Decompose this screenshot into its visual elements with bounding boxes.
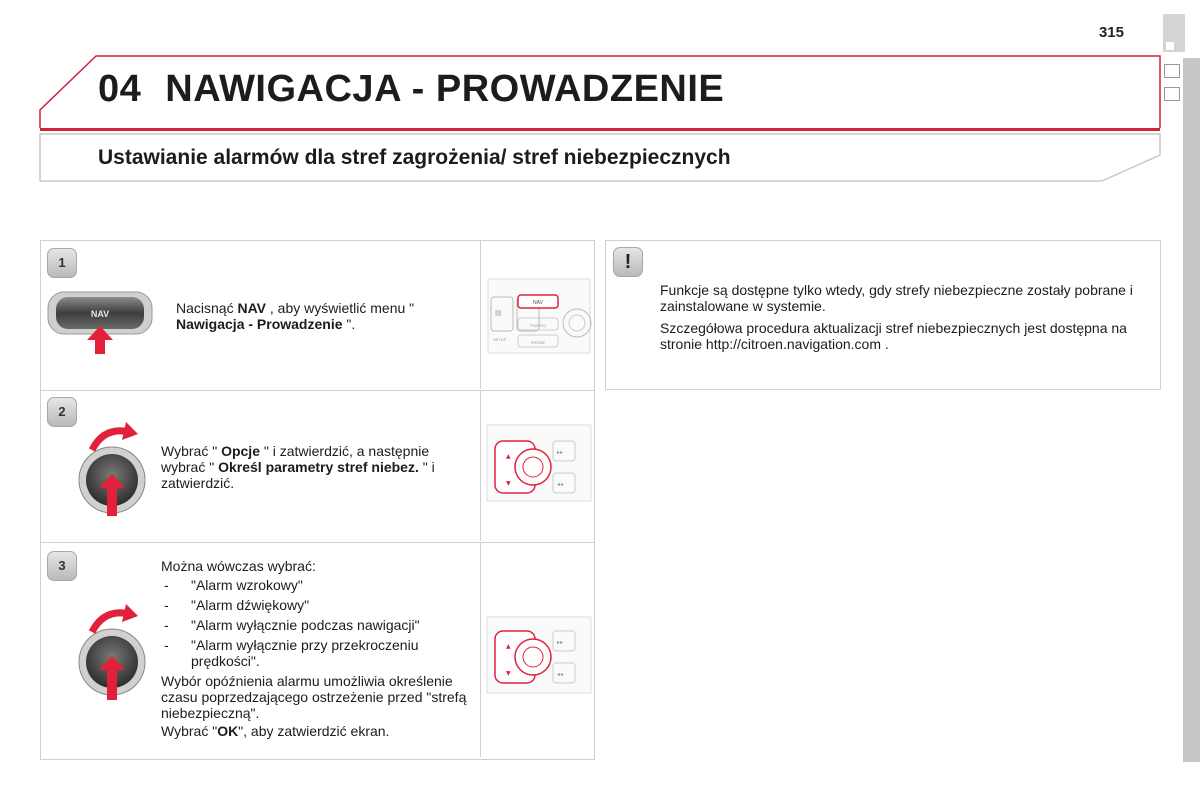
alarm-options-list [161,577,473,669]
svg-text:NAV: NAV [533,300,543,306]
nav-button-label: NAV [90,309,110,319]
list-item: - "Alarm wyłącznie podczas nawigacji" [161,617,473,633]
svg-text:▼: ▼ [506,480,511,487]
chapter-underline [40,128,1160,131]
svg-text:▼: ▼ [506,670,511,677]
step-3-intro: Można wówczas wybrać: [161,558,316,574]
warning-paragraph-2: Szczegółowa procedura aktualizacji stref niebezpiecznych jest dostępna na stronie http://citroen.navigation.com . [660,320,1127,352]
rotary-knob-icon [78,592,158,708]
list-item: - "Alarm dźwiękowy" [161,597,473,613]
rotary-knob-icon [78,412,158,522]
svg-text:▲: ▲ [506,453,511,460]
svg-text:SETUP: SETUP [493,337,507,342]
warning-icon: ! [613,247,643,277]
svg-text:◂◂: ◂◂ [557,481,564,488]
svg-text:TRAFFIC: TRAFFIC [529,323,547,328]
ok-key-label: OK [217,723,239,739]
section-title: Ustawianie alarmów dla stref zagrożenia/ stref niebezpiecznych [98,146,731,169]
chapter-title-text: NAWIGACJA - PROWADZENIE [165,68,725,110]
step-3-text [161,558,473,741]
page-number: 315 [1098,24,1124,41]
step-1-text: Nacisnąć NAV , aby wyświetlić menu " Nawigacja - Prowadzenie ". [176,300,415,332]
step-badge-3: 3 [47,551,77,581]
option-opcje: Opcje [221,443,260,459]
step-1-panel-thumb [480,241,593,389]
confirm-instruction: Wybrać "OK", aby zatwierdzić ekran. [161,723,390,739]
list-item: - "Alarm wzrokowy" [161,577,473,593]
delay-note: Wybór opóźnienia alarmu umożliwia określenie czasu poprzedzającego ostrzeżenie przed "strefą niebezpieczną". [161,673,467,721]
svg-text:▸▸: ▸▸ [557,639,564,646]
chapter-number: 04 [98,68,142,110]
chapter-title [98,68,724,111]
svg-text:▤: ▤ [495,310,502,317]
step-2-panel-thumb [480,391,593,541]
warning-paragraph-1: Funkcje są dostępne tylko wtedy, gdy strefy niebezpieczne zostały pobrane i zainstalowane w systemie. [660,282,1133,314]
nav-key-label: NAV [237,300,266,316]
step-3-panel-thumb [480,543,593,757]
menu-name: Nawigacja - Prowadzenie [176,316,347,332]
warning-text [660,282,1150,358]
svg-text:▸▸: ▸▸ [557,449,564,456]
step-badge-1: 1 [47,248,77,278]
nav-button-icon [46,286,156,356]
svg-text:PHONE: PHONE [530,340,546,345]
step-2-text: Wybrać " Opcje " i zatwierdzić, a następnie wybrać " Określ parametry stref niebez. " i zatwierdzić. [161,443,435,491]
option-okresl-parametry: Określ parametry stref niebez. [218,459,419,475]
step-badge-2: 2 [47,397,77,427]
svg-text:◂◂: ◂◂ [557,671,564,678]
svg-text:▲: ▲ [506,643,511,650]
list-item: - "Alarm wyłącznie przy przekroczeniu prędkości". [161,637,473,669]
